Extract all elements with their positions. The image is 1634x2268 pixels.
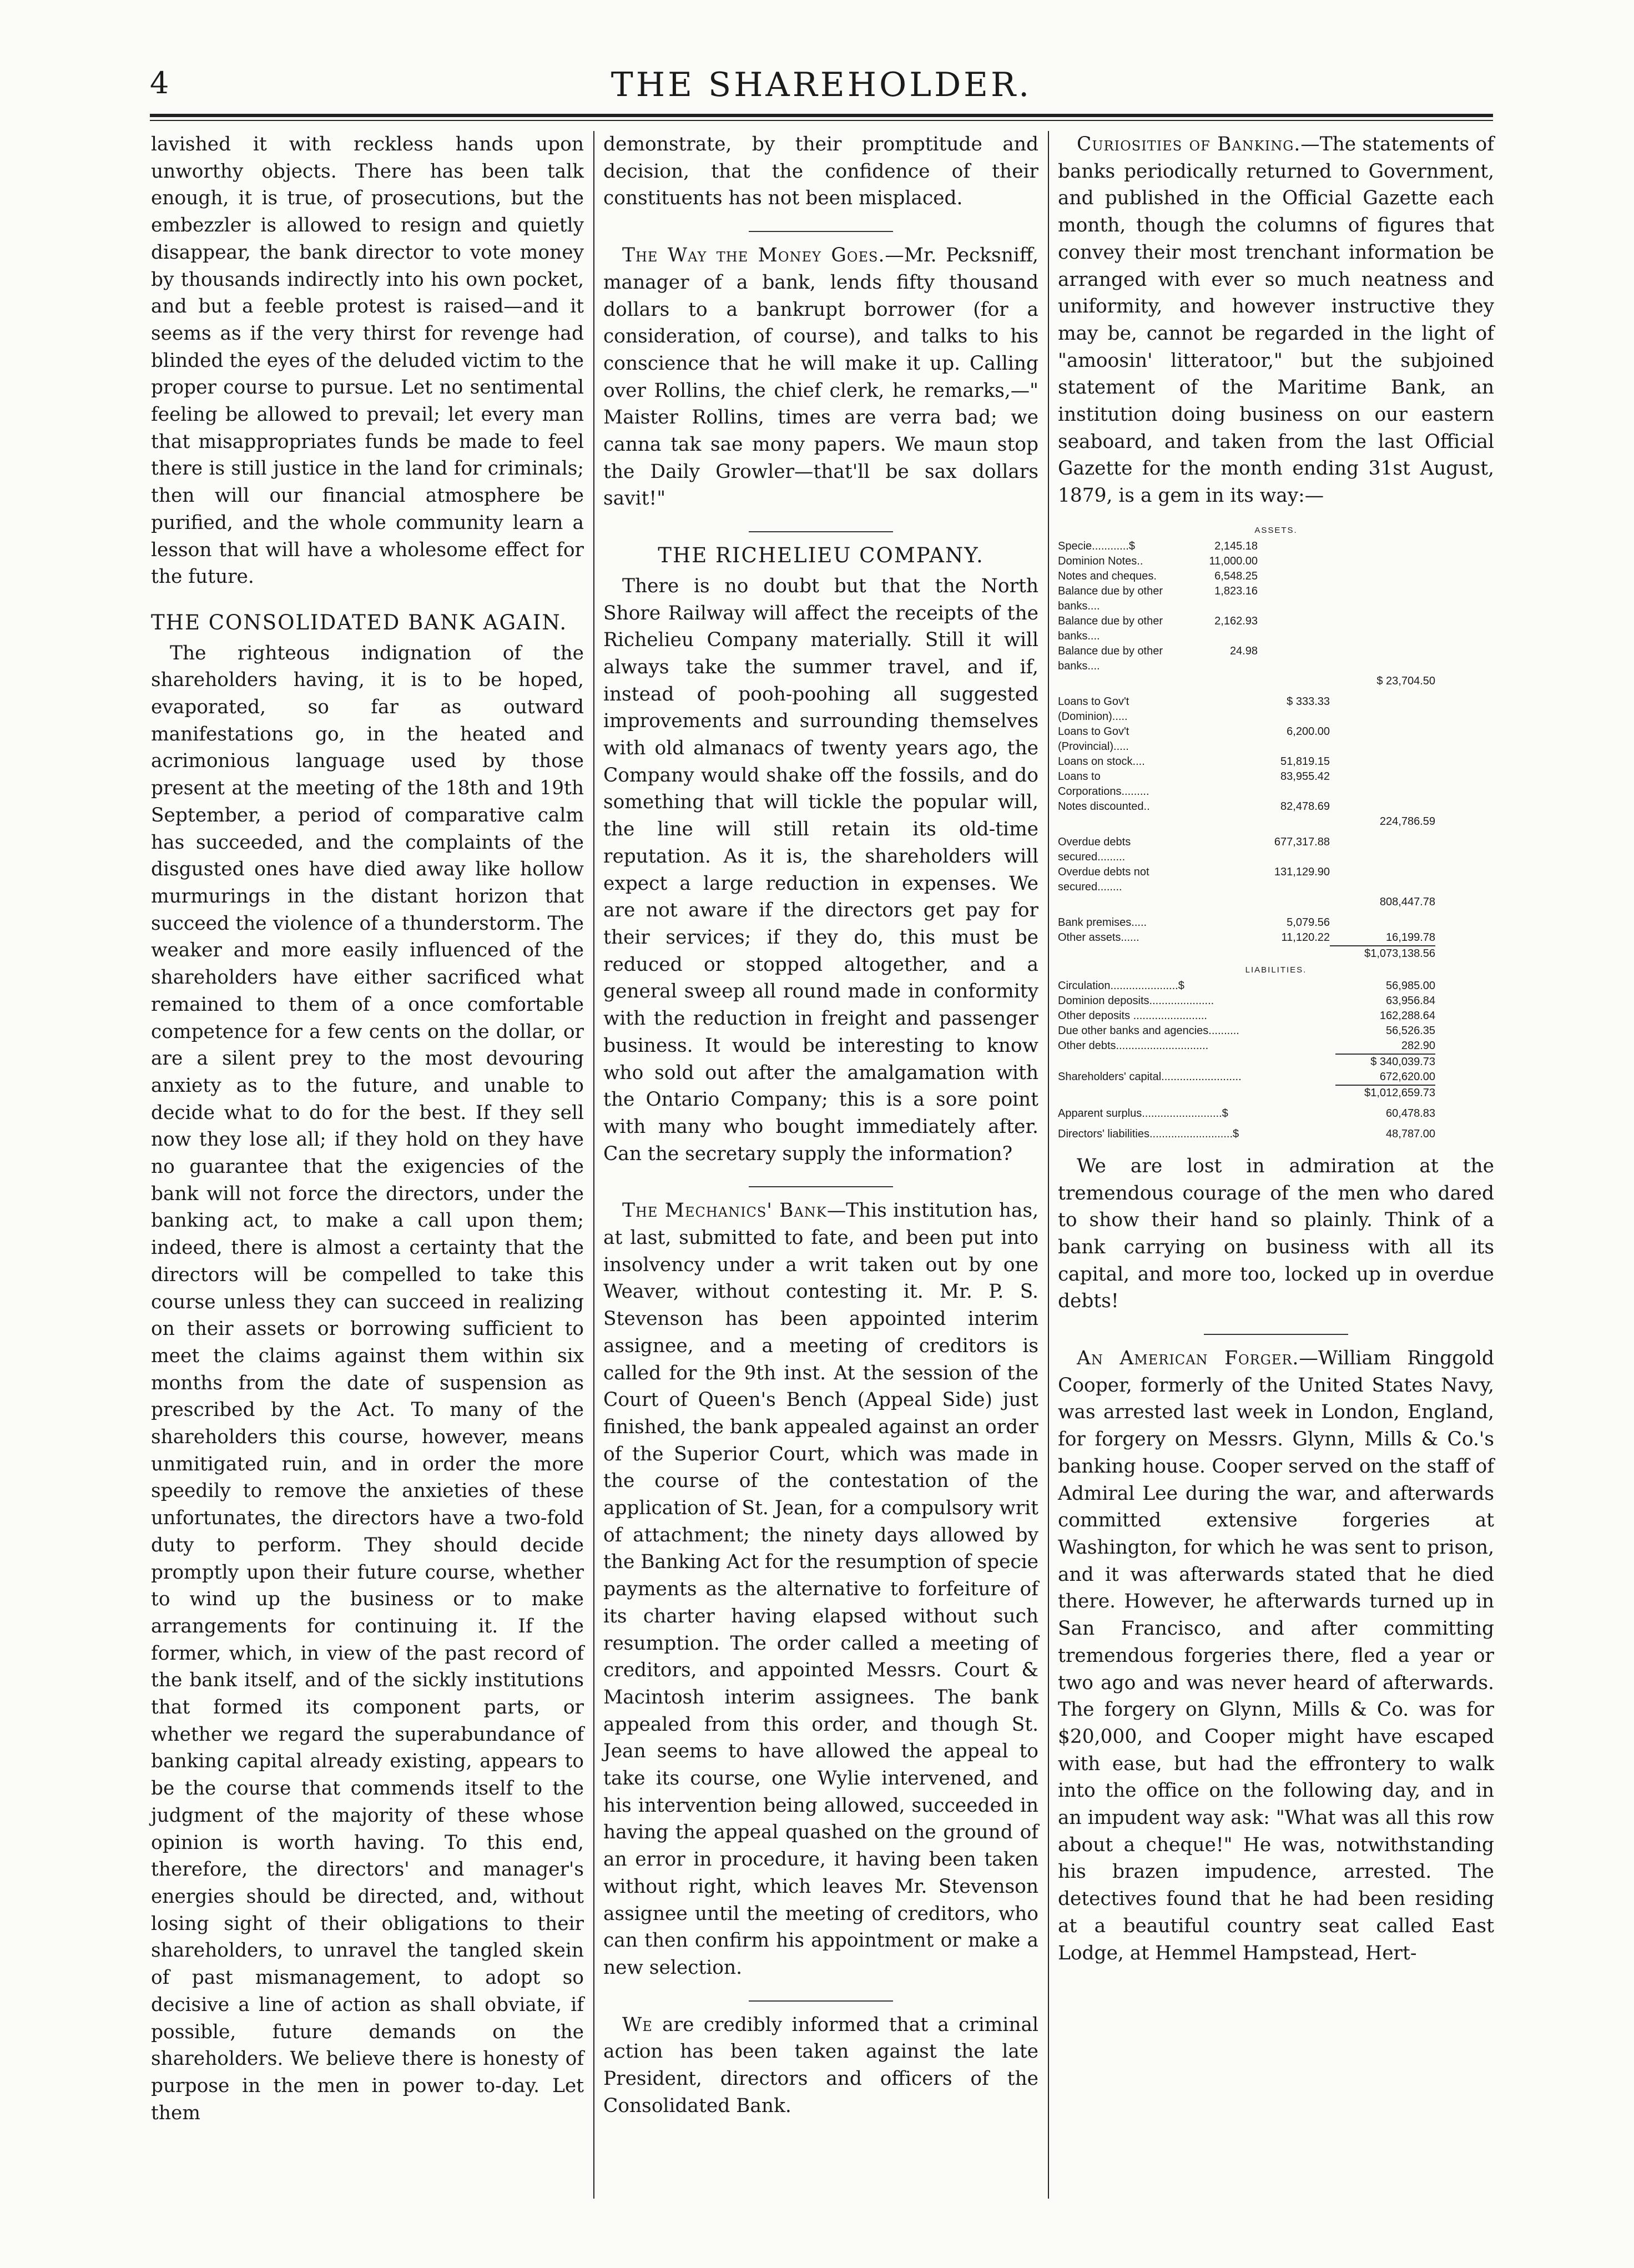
- statement-row: [1058, 644, 1494, 674]
- row-label: Bank premises.....: [1058, 916, 1147, 929]
- row-label: Shareholders' capital..........................: [1058, 1070, 1242, 1083]
- row-value: 63,956.84: [1386, 994, 1435, 1007]
- row-value: 6,200.00: [1287, 725, 1330, 738]
- curiosities-text: —The statements of banks periodically returned to Government, and published in the Official Gazette each month, though the columns of figures that convey their most trenchant information be arranged with ever so much neatness and uniformity, and however instructive they may be, cannot be regarded in the light of "amoosin' litteratoor," but the subjoined statement of the Maritime Bank, an institution doing business on our eastern seaboard, and taken from the last Official Gazette for the month ending 31st August, 1879, is a gem in its way:—: [1058, 133, 1494, 507]
- section-rule: [749, 2000, 893, 2002]
- column-3: [1058, 131, 1494, 1985]
- statement-row: [1058, 569, 1494, 584]
- heading-consolidated-bank: THE CONSOLIDATED BANK AGAIN.: [151, 610, 568, 634]
- statement-row: [1058, 769, 1494, 799]
- statement-row: [1058, 915, 1494, 930]
- row-label: Loans to Corporations.........: [1058, 770, 1149, 798]
- criminal-action-lead: We: [622, 2013, 653, 2036]
- statement-row: [1058, 799, 1494, 814]
- mechanics-bank-lead: The Mechanics' Bank: [622, 1199, 827, 1222]
- row-label: Overdue debts not secured........: [1058, 865, 1149, 893]
- asset-group-cash: [1058, 539, 1494, 689]
- row-label: Balance due by other banks....: [1058, 644, 1163, 672]
- statement-row: [1058, 1024, 1494, 1039]
- row-label: Overdue debts secured.........: [1058, 835, 1131, 863]
- statement-row: [1058, 835, 1494, 865]
- statement-row: [1058, 1009, 1494, 1024]
- row-label: Notes discounted..: [1058, 800, 1150, 813]
- row-value: 282.90: [1401, 1039, 1435, 1052]
- statement-row: [1058, 1070, 1494, 1085]
- row-label: Other deposits ........................: [1058, 1009, 1207, 1022]
- mechanics-bank-text: —This institution has, at last, submitted to fate, and been put into insolvency under a writ taken out by one Weaver, without contesting it. Mr. P. S. Stevenson has been appointed interim assignee, and a meeting of creditors is called for the 9th inst. At the session of the Court of Queen's Bench (Appeal Side) just finished, the bank appealed against an order of the Superior Court, which was made in the course of the contestation of the application of St. Jean, for a compulsory writ of attachment; the ninety days allowed by the Banking Act for the resumption of specie payments as the alternative to forfeiture of its charter having elapsed without such resumption. The order called a meeting of creditors, and appointed Messrs. Court & Macintosh interim assignees. The bank appealed from this order, and though St. Jean seems to have allowed the appeal to take its course, one Wylie intervened, and his intervention being allowed, succeeded in having the appeal quashed on the ground of an error in procedure, it having been taken without right, which leaves Mr. Stevenson assignee until the meeting of creditors, who can then confirm his appointment or make a new selection.: [603, 1199, 1038, 1979]
- statement-total-row: [1058, 895, 1494, 910]
- masthead-rule-thin: [150, 120, 1493, 121]
- group-total: 16,199.78: [1386, 931, 1435, 944]
- statement-row: [1058, 724, 1494, 754]
- row-value: 24.98: [1229, 644, 1258, 657]
- section-rule: [749, 531, 893, 532]
- money-goes-article: [603, 242, 1038, 512]
- column-2: [603, 131, 1038, 2139]
- row-label: Loans on stock....: [1058, 755, 1145, 768]
- american-forger-text: —William Ringgold Cooper, formerly of the United States Navy, was arrested last week in London, England, for forgery on Messrs. Glynn, Mills & Co.'s banking house. Cooper served on the staff of Admiral Lee during the war, and afterwards committed extensive forgeries at Washington, for which he was sent to prison, and it was afterwards stated that he died there. However, he afterwards turned up in San Francisco, and after committing tremendous forgeries there, fled a year or two ago and was never heard of afterwards. The forgery on Glynn, Mills & Co. was for $20,000, and Cooper might have escaped with ease, but had the effrontery to walk into the office on the following day, and in an impudent way ask: "What was all this row about a cheque!" He was, notwithstanding his brazen impudence, arrested. The detectives found that he had been residing at a beautiful country seat called East Lodge, at Hemmel Hampstead, Hert-: [1058, 1347, 1494, 1964]
- row-label: Balance due by other banks....: [1058, 584, 1163, 612]
- statement-row: [1058, 979, 1494, 994]
- article-continuation: demonstrate, by their promptitude and decision, that the confidence of their constituents has not been misplaced.: [603, 133, 1038, 210]
- statement-row: [1058, 1127, 1494, 1142]
- row-value: 60,478.83: [1386, 1107, 1435, 1120]
- row-value: 48,787.00: [1386, 1127, 1435, 1140]
- newspaper-title: THE SHAREHOLDER.: [611, 65, 1032, 104]
- row-label: Dominion Notes..: [1058, 555, 1143, 567]
- statement-row: [1058, 539, 1494, 554]
- row-value: 162,288.64: [1379, 1009, 1435, 1022]
- section-rule: [1204, 1334, 1348, 1335]
- section-rule: [749, 231, 893, 232]
- asset-group-overdue: [1058, 835, 1494, 910]
- row-value: 11,120.22: [1281, 931, 1330, 944]
- column-1: [151, 131, 584, 2145]
- statement-total-row: [1058, 814, 1494, 829]
- row-value: 672,620.00: [1379, 1070, 1435, 1083]
- group-total: 808,447.78: [1379, 895, 1435, 908]
- row-value: 5,079.56: [1287, 916, 1330, 929]
- row-label: Specie............$: [1058, 540, 1135, 552]
- statement-row: [1058, 865, 1494, 895]
- criminal-action-article: [603, 2012, 1038, 2120]
- statement-row: [1058, 994, 1494, 1009]
- row-label: Notes and cheques.: [1058, 569, 1157, 582]
- money-goes-lead: The Way the Money Goes.: [622, 244, 885, 267]
- grand-total: $1,012,659.73: [1335, 1085, 1435, 1101]
- row-value: 56,526.35: [1386, 1024, 1435, 1037]
- page-number: 4: [150, 65, 169, 100]
- row-label: Loans to Gov't (Dominion).....: [1058, 695, 1129, 723]
- heading-richelieu-company: THE RICHELIEU COMPANY.: [658, 543, 984, 568]
- statement-row: [1058, 554, 1494, 569]
- group-total: $ 23,704.50: [1376, 674, 1435, 687]
- column-divider-2: [1048, 131, 1049, 2199]
- group-total: 224,786.59: [1379, 815, 1435, 828]
- row-label: Loans to Gov't (Provincial).....: [1058, 725, 1129, 753]
- row-value: 82,478.69: [1280, 800, 1330, 813]
- row-value: 51,819.15: [1280, 755, 1330, 768]
- section-rule: [749, 1186, 893, 1187]
- liabilities-group: [1058, 979, 1494, 1142]
- row-value: 56,985.00: [1386, 979, 1435, 992]
- statement-row: [1058, 754, 1494, 769]
- masthead: [150, 65, 1493, 110]
- row-value: 83,955.42: [1280, 770, 1330, 783]
- row-label: Due other banks and agencies..........: [1058, 1024, 1239, 1037]
- assets-heading: ASSETS.: [1254, 525, 1298, 535]
- row-value: 2,145.18: [1214, 540, 1258, 552]
- row-label: Directors' liabilities...........................$: [1058, 1127, 1239, 1140]
- row-value: 6,548.25: [1214, 569, 1258, 582]
- row-value: $ 333.33: [1287, 695, 1330, 708]
- assets-total-row: [1058, 945, 1494, 961]
- statement-row: [1058, 930, 1494, 945]
- money-goes-text: —Mr. Pecksniff, manager of a bank, lends fifty thousand dollars to a bankrupt borrower (for a consideration, of course), and talks to his conscience that he will make it up. Calling over Rollins, the chief clerk, he remarks,—" Maister Rollins, times are verra bad; we canna tak sae mony papers. We maun stop the Daily Growler—that'll be sax dollars savit!": [603, 244, 1038, 510]
- statement-row: [1058, 614, 1494, 644]
- statement-row: [1058, 1106, 1494, 1121]
- row-value: 1,823.16: [1214, 584, 1258, 597]
- richelieu-article: There is no doubt but that the North Shore Railway will affect the receipts of the Richelieu Company materially. Still it will always take the summer travel, and if, instead of pooh-poohing all suggested improvements and surrounding themselves with old almanacs of twenty years ago, the Company would shake off the fossils, and do something that will tickle the popular will, the line will still retain its old-time reputation. As it is, the shareholders will expect a large reduction in expenses. We are not aware if the directors get pay for their services; if they do, this must be reduced or stopped altogether, and a general sweep all round made in conformity with the reduction in freight and passenger business. It would be interesting to know who sold out after the amalgamation with the Ontario Company; this is a sore point with many who bought immediately after. Can the secretary supply the information?: [603, 574, 1038, 1165]
- statement-total-row: [1058, 674, 1494, 689]
- mechanics-bank-article: [603, 1197, 1038, 1981]
- consolidated-bank-article: The righteous indignation of the shareholders having, it is to be hoped, evaporated, so far as outward manifestations go, in the heated and acrimonious language used by those present at the meeting of the 18th and 19th September, a period of comparative calm has succeeded, and the complaints of the disgusted ones have died away like hollow murmurings in the distant horizon that succeed the violence of a thunderstorm. The weaker and more easily influenced of the shareholders have either sacrificed what remained to them of a once comfortable competence for a few cents on the dollar, or are a silent prey to the most devouring anxiety as to the future, and unable to decide what to do for the best. If they sell now they lose all; if they hold on they have no guarantee that the exigencies of the bank will not force the directors, under the banking act, to make a call upon them; indeed, there is almost a certainty that the directors will be compelled to take this course unless they can succeed in realizing on their assets or borrowing sufficient to meet the claims against them within six months from the date of suspension as prescribed by the Act. To many of the shareholders this course, however, means unmitigated ruin, and in order the more speedily to remove the anxieties of these unfortunates, the directors have a two-fold duty to perform. They should decide promptly upon their future course, whether to wind up the business or to make arrangements for continuing it. If the former, which, in view of the past record of the bank itself, and of the sickly institutions that formed its component parts, or whether we regard the superabundance of banking capital already existing, appears to be the course that commends itself to the judgment of the majority of these whose opinion is worth having. To this end, therefore, the directors' and manager's energies should be directed, and, without losing sight of their obligations to their shareholders, to unravel the tangled skein of past mismanagement, to adopt so decisive a line of action as shall obviate, if possible, future demands on the shareholders. We believe there is honesty of purpose in the men in power to-day. Let them: [151, 642, 584, 2124]
- asset-group-other: [1058, 915, 1494, 961]
- curiosities-lead: Curiosities of Banking.: [1077, 133, 1301, 155]
- criminal-action-text: are credibly informed that a criminal action has been taken against the late President, directors and officers of the Consolidated Bank.: [603, 2013, 1038, 2117]
- row-label: Dominion deposits.....................: [1058, 994, 1214, 1007]
- liabilities-total: $ 340,039.73: [1335, 1054, 1435, 1070]
- row-label: Other debts..............................: [1058, 1039, 1209, 1052]
- american-forger-lead: An American Forger.: [1077, 1347, 1299, 1370]
- masthead-rule-thick: [150, 114, 1493, 117]
- article-continuation: lavished it with reckless hands upon unworthy objects. There has been talk enough, it is true, of prosecutions, but the embezzler is allowed to resign and quietly disappear, the bank director to vote money by thousands indirectly into his own pocket, and but a feeble protest is raised—and it seems as if the very thirst for revenge had blinded the eyes of the deluded victim to the proper course to pursue. Let no sentimental feeling be allowed to prevail; let every man that misappropriates funds be made to feel there is still justice in the land for criminals; then will our financial atmosphere be purified, and the whole community learn a lesson that will have a wholesome effect for the future.: [151, 133, 584, 588]
- row-value: 2,162.93: [1214, 614, 1258, 627]
- row-value: 11,000.00: [1209, 555, 1258, 567]
- statement-total-row: [1058, 1085, 1494, 1101]
- statement-row: [1058, 1039, 1494, 1054]
- row-value: 131,129.90: [1274, 865, 1330, 878]
- row-label: Balance due by other banks....: [1058, 614, 1163, 642]
- row-label: Other assets......: [1058, 931, 1139, 944]
- row-value: 677,317.88: [1274, 835, 1330, 848]
- maritime-bank-statement: [1058, 523, 1494, 1142]
- curiosities-article: [1058, 131, 1494, 510]
- statement-total-row: [1058, 1054, 1494, 1070]
- admiration-paragraph: We are lost in admiration at the tremendous courage of the men who dared to show their hand so plainly. Think of a bank carrying on business with all its capital, and more too, locked up in overdue debts!: [1058, 1155, 1494, 1313]
- asset-group-loans: [1058, 694, 1494, 829]
- liabilities-heading: LIABILITIES.: [1245, 965, 1307, 975]
- row-label: Circulation......................$: [1058, 979, 1184, 992]
- statement-row: [1058, 694, 1494, 724]
- row-label: Apparent surplus..........................$: [1058, 1107, 1228, 1120]
- column-divider-1: [593, 131, 594, 2199]
- statement-row: [1058, 584, 1494, 614]
- american-forger-article: [1058, 1345, 1494, 1967]
- assets-total: $1,073,138.56: [1330, 945, 1435, 961]
